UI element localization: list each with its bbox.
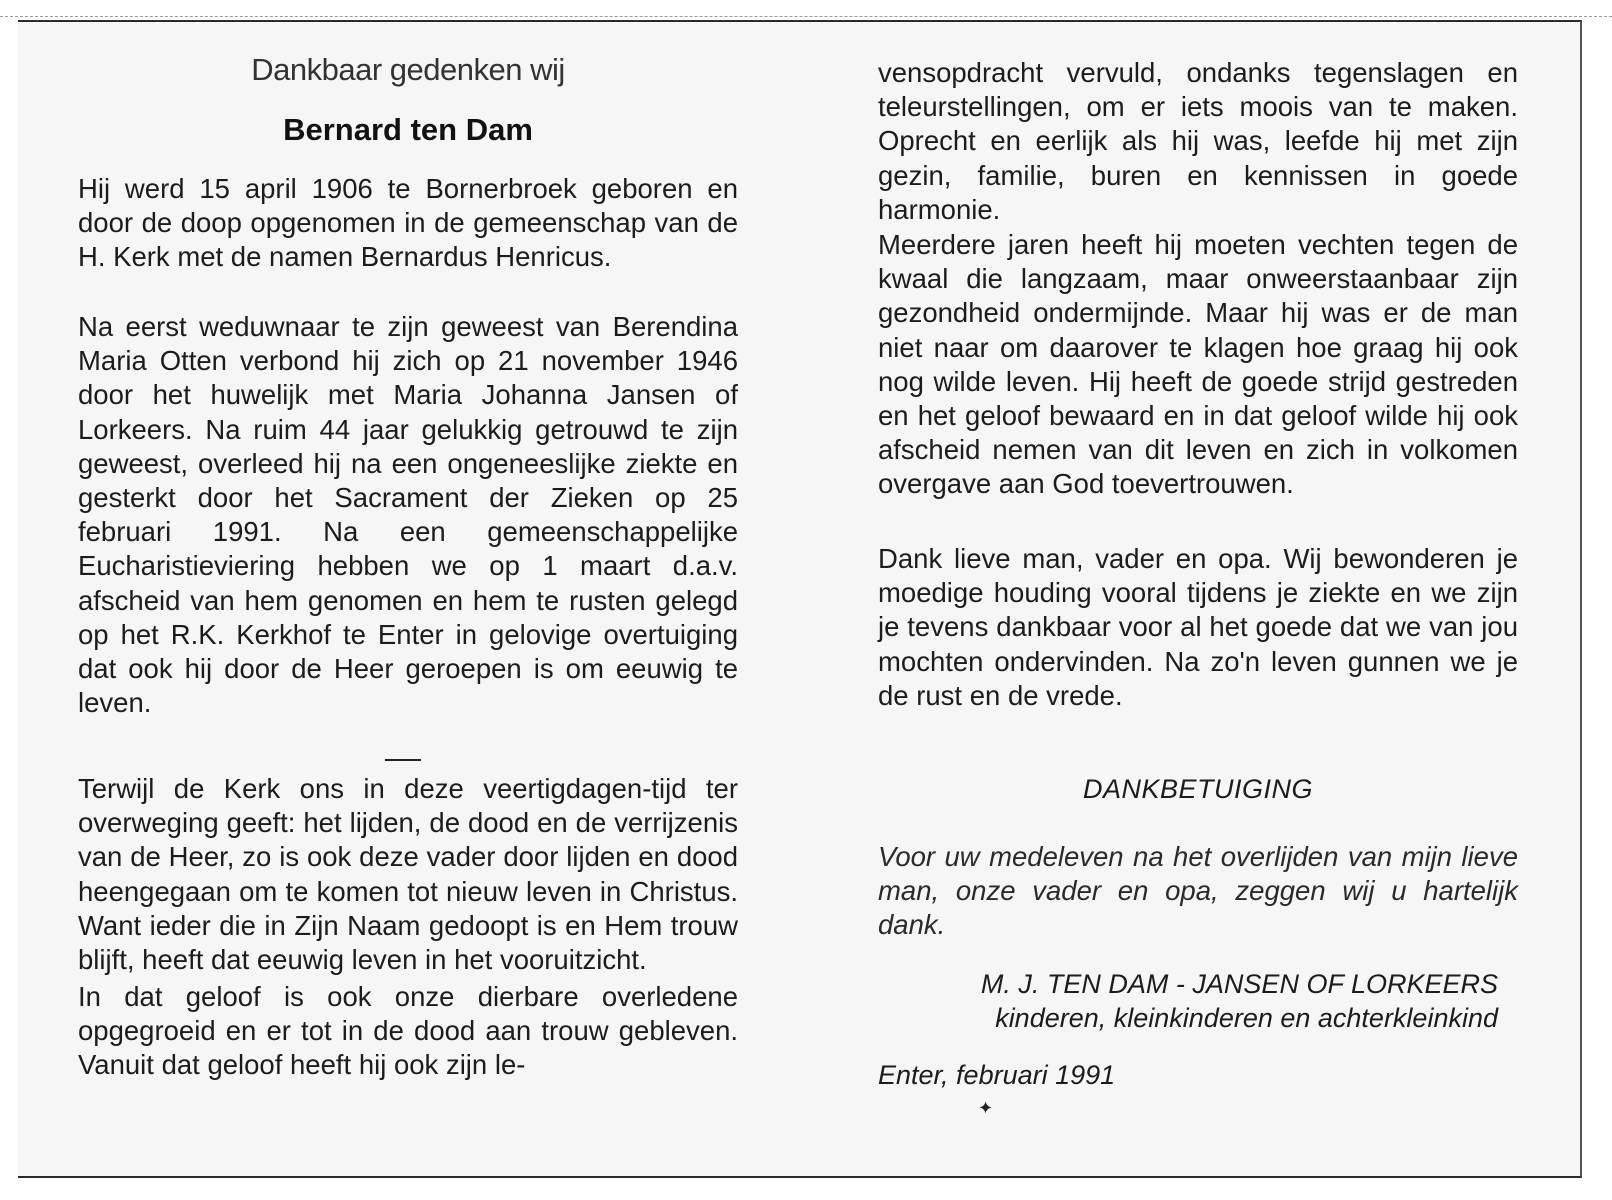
thanks-heading: DANKBETUIGING <box>1082 774 1314 804</box>
printer-mark-icon: ✦ <box>978 1098 994 1118</box>
deceased-name: Bernard ten Dam <box>283 112 533 147</box>
memorial-card <box>18 20 1582 1178</box>
birth-paragraph: Hij werd 15 april 1906 te Bornerbroek geboren en door de doop opgenomen in de gemeenschap van de H. Kerk met de namen Bernardus Henricus. <box>78 173 738 273</box>
place-date: Enter, februari 1991 <box>878 1060 1116 1090</box>
card-heading: Dankbaar gedenken wij <box>251 52 565 87</box>
faith-paragraph: Terwijl de Kerk ons in deze veertigdagen-tijd ter overweging geeft: het lijden, de dood en de verrijzenis van de Heer, zo is ook deze vader door lijden en dood heengegaan om te komen tot nieuw leven in Christus. Want ieder die in Zijn Naam gedoopt is en Hem trouw blijft, heeft dat eeuwig leven in het vooruitzicht. <box>78 773 738 976</box>
family-members: kinderen, kleinkinderen en achterkleinkind <box>995 1003 1498 1033</box>
farewell-paragraph: Dank lieve man, vader en opa. Wij bewonderen je moedige houding vooral tijdens je ziekte en we zijn je tevens dankbaar voor al het goede dat we van jou mochten ondervinden. Na zo'n leven gunnen we je de rust en de vrede. <box>878 543 1518 711</box>
family-name: M. J. TEN DAM - JANSEN OF LORKEERS <box>980 969 1498 999</box>
life-paragraph: Na eerst weduwnaar te zijn geweest van Berendina Maria Otten verbond hij zich op 21 november 1946 door het huwelijk met Maria Johanna Jansen of Lorkeers. Na ruim 44 jaar gelukkig getrouwd te zijn geweest, overleed hij na een ongeneeslijke ziekte en gesterkt door het Sacrament der Zieken op 25 februari 1991. Na een gemeenschappelijke Eucharistieviering hebben we op 1 maart d.a.v. afscheid van hem genomen en hem te rusten gelegd op het R.K. Kerkhof te Enter in gelovige overtuiging dat ook hij door de Heer geroepen is om eeuwig te leven. <box>78 311 738 719</box>
faith-paragraph-2: In dat geloof is ook onze dierbare overledene opgegroeid en er tot in de dood aan trouw gebleven. Vanuit dat geloof heeft hij ook zijn le- <box>78 981 738 1081</box>
signature-block <box>981 967 1498 1035</box>
scan-edge <box>0 0 1612 17</box>
illness-paragraph: Meerdere jaren heeft hij moeten vechten tegen de kwaal die langzaam, maar onweerstaanbaar zijn gezondheid ondermijnde. Maar hij was er de man niet naar om daarover te klagen hoe graag hij ook nog wilde leven. Hij heeft de goede strijd gestreden en het geloof bewaard en in dat geloof wilde hij ook afscheid nemen van dit leven en zich in volkomen overgave aan God toevertrouwen. <box>878 229 1518 500</box>
section-divider <box>385 759 421 761</box>
tribute-paragraph: vensopdracht vervuld, ondanks tegenslagen en teleurstellingen, om er iets moois van te maken. Oprecht en eerlijk als hij was, leefde hij met zijn gezin, familie, buren en kennissen in goede harmonie. <box>878 57 1518 225</box>
thanks-text: Voor uw medeleven na het overlijden van mijn lieve man, onze vader en opa, zeggen wij u hartelijk dank. <box>878 841 1518 941</box>
